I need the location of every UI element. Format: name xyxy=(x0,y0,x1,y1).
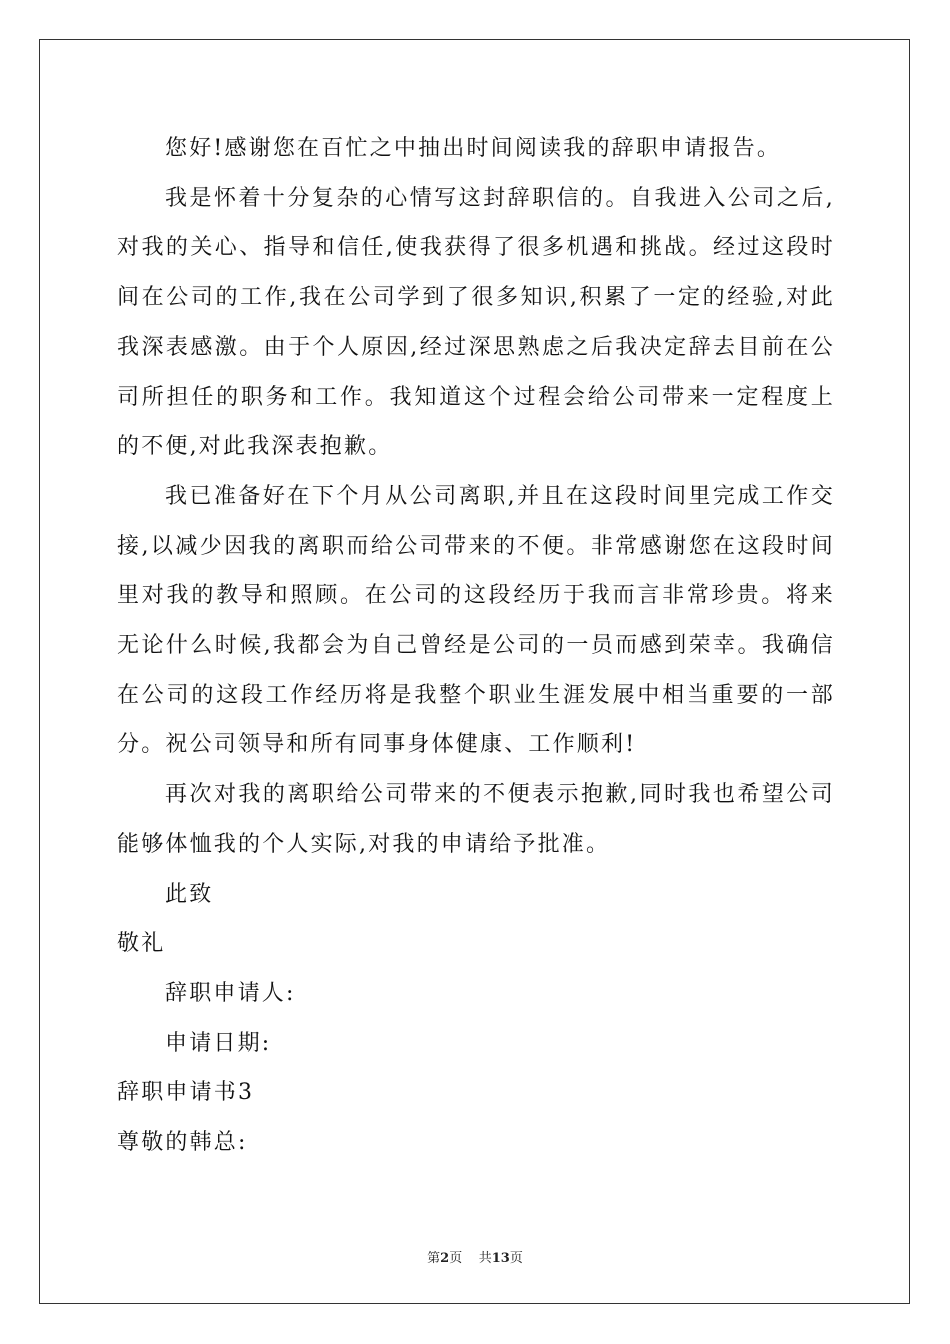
footer-total-prefix: 共 xyxy=(478,1251,492,1266)
closing-regards: 敬礼 xyxy=(117,931,166,957)
date-line: 申请日期: xyxy=(165,1030,272,1056)
page-footer xyxy=(0,1247,950,1266)
document-body xyxy=(117,124,835,1168)
footer-page-current: 2 xyxy=(440,1251,450,1266)
paragraph-apology: 再次对我的离职给公司带来的不便表示抱歉,同时我也希望公司能够体恤我的个人实际,对我的申请给予批准。 xyxy=(117,782,835,857)
recipient-greeting: 尊敬的韩总: xyxy=(117,1130,248,1156)
paragraph-reason: 我是怀着十分复杂的心情写这封辞职信的。自我进入公司之后,对我的关心、指导和信任,使我获得了很多机遇和挑战。经过这段时间在公司的工作,我在公司学到了很多知识,积累了一定的经验,对此我深表感激。由于个人原因,经过深思熟虑之后我决定辞去目前在公司所担任的职务和工作。我知道这个过程会给公司带来一定程度上的不便,对此我深表抱歉。 xyxy=(117,185,835,460)
paragraph-handover: 我已准备好在下个月从公司离职,并且在这段时间里完成工作交接,以减少因我的离职而给公司带来的不便。非常感谢您在这段时间里对我的教导和照顾。在公司的这段经历于我而言非常珍贵。将来无论什么时候,我都会为自己曾经是公司的一员而感到荣幸。我确信在公司的这段工作经历将是我整个职业生涯发展中相当重要的一部分。祝公司领导和所有同事身体健康、工作顺利! xyxy=(117,483,835,758)
footer-total-suffix: 页 xyxy=(509,1251,523,1266)
paragraph-greeting: 您好!感谢您在百忙之中抽出时间阅读我的辞职申请报告。 xyxy=(165,136,782,161)
applicant-line: 辞职申请人: xyxy=(165,980,296,1006)
footer-page-prefix: 第 xyxy=(427,1251,441,1266)
footer-page-total: 13 xyxy=(491,1251,510,1266)
section-heading: 辞职申请书3 xyxy=(117,1080,255,1106)
footer-page-suffix: 页 xyxy=(449,1251,463,1266)
closing-salutation: 此致 xyxy=(165,881,214,907)
